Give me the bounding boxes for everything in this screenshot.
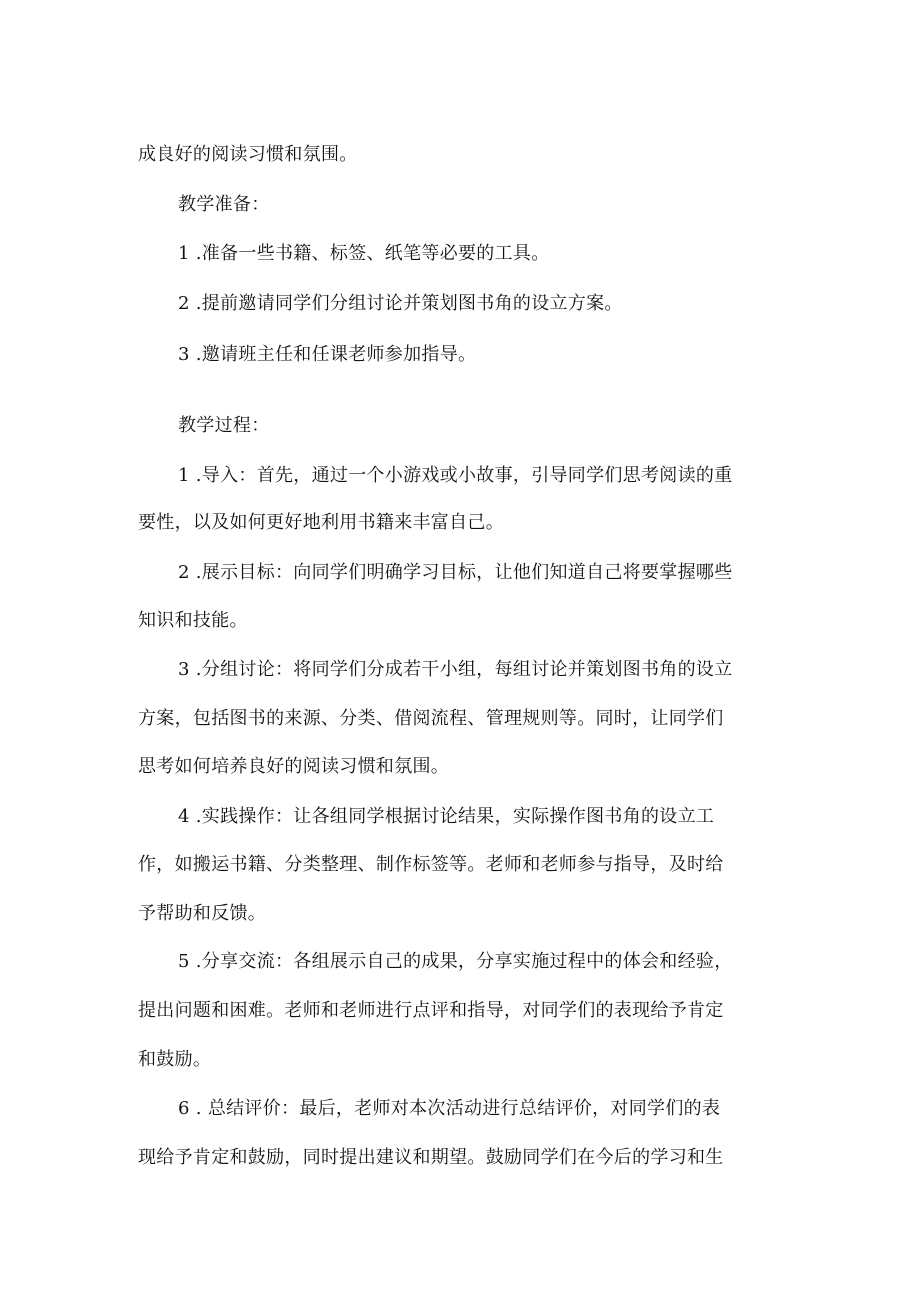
text-line: 2 .展示目标：向同学们明确学习目标，让他们知道自己将要掌握哪些 [178, 562, 733, 583]
section-heading-process: 教学过程： [178, 415, 270, 436]
text-line: 5 .分享交流：各组展示自己的成果，分享实施过程中的体会和经验， [178, 951, 733, 972]
text-line: 和鼓励。 [138, 1049, 212, 1070]
text-line: 知识和技能。 [138, 610, 248, 631]
text-line: 要性，以及如何更好地利用书籍来丰富自己。 [138, 512, 504, 533]
text-line: 思考如何培养良好的阅读习惯和氛围。 [138, 756, 450, 777]
text-line: 1 .导入：首先，通过一个小游戏或小故事，引导同学们思考阅读的重 [178, 465, 733, 486]
section-heading-preparation: 教学准备： [178, 194, 270, 215]
text-line: 方案，包括图书的来源、分类、借阅流程、管理规则等。同时，让同学们 [138, 708, 724, 729]
text-line: 作，如搬运书籍、分类整理、制作标签等。老师和老师参与指导，及时给 [138, 854, 724, 875]
text-line: 3 .分组讨论：将同学们分成若干小组，每组讨论并策划图书角的设立 [178, 659, 733, 680]
text-line: 4 .实践操作：让各组同学根据讨论结果，实际操作图书角的设立工 [178, 806, 715, 827]
text-line: 现给予肯定和鼓励，同时提出建议和期望。鼓励同学们在今后的学习和生 [138, 1147, 724, 1168]
text-line: 予帮助和反馈。 [138, 903, 267, 924]
text-line: 6 . 总结评价：最后，老师对本次活动进行总结评价，对同学们的表 [178, 1098, 721, 1119]
text-line: 3 .邀请班主任和任课老师参加指导。 [178, 344, 477, 365]
text-line: 成良好的阅读习惯和氛围。 [138, 144, 358, 165]
text-line: 1 .准备一些书籍、标签、纸笔等必要的工具。 [178, 243, 550, 264]
text-line: 提出问题和困难。老师和老师进行点评和指导，对同学们的表现给予肯定 [138, 1000, 724, 1021]
text-line: 2 .提前邀请同学们分组讨论并策划图书角的设立方案。 [178, 293, 623, 314]
